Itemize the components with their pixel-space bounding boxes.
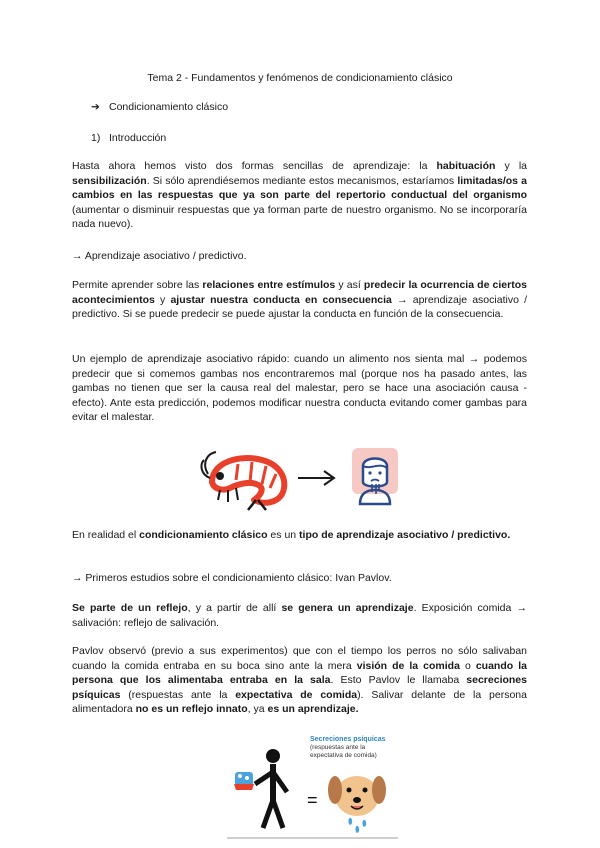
salivating-dog-icon xyxy=(328,776,386,833)
paragraph-example: Un ejemplo de aprendizaje asociativo rápido: cuando un alimento nos sienta mal → podemos predecir que si comemos gambas nos encontraremos mal (porque nos ha pasado antes, las gambas no tienen que ser la causa real del malestar, pero se hace una asociación causa - efecto). Ante esta predicción, podemos modificar nuestra conducta evitando comer gambas para evitar el malestar. xyxy=(72,353,527,424)
arrow-bullet-icon: ➔ xyxy=(91,101,100,113)
paragraph-intro: Hasta ahora hemos visto dos formas sencillas de aprendizaje: la habituación y la sensibilización. Si sólo aprendiésemos mediante estos mecanismos, estaríamos limitadas/os a cambios en las respuestas que ya son parte del repertorio conductual del organismo (aumentar o disminuir respuestas que ya forman parte de nuestro organismo. No se incorporaría nada nuevo). xyxy=(72,160,527,231)
paragraph-reflex: Se parte de un reflejo, y a partir de allí se genera un aprendizaje. Exposición comida → salivación: reflejo de salivación. xyxy=(72,602,527,629)
bullet-text: Condicionamiento clásico xyxy=(109,101,229,113)
arrow-right-icon xyxy=(298,471,334,485)
sick-person-icon xyxy=(352,448,398,504)
food-bowl-icon xyxy=(234,772,254,790)
paragraph-pavlov-observation: Pavlov observó (previo a sus experimentos) que con el tiempo los perros no sólo salivaban cuando la comida entraba en su boca sino ante la mera visión de la comida o cuando la persona que los alimentaba entraba en la sala. Esto Pavlov le llamaba secreciones psíquicas (respuestas ante la expectativa de comida). Salivar delante de la persona alimentadora no es un reflejo innato, ya es un aprendizaje. xyxy=(72,645,527,716)
paragraph-classical-conditioning: En realidad el condicionamiento clásico es un tipo de aprendizaje asociativo / predictivo. xyxy=(72,529,511,541)
section-text: Introducción xyxy=(109,132,167,144)
section-heading xyxy=(91,132,166,144)
note-pavlov: → Primeros estudios sobre el condicionamiento clásico: Ivan Pavlov. xyxy=(72,572,392,584)
caption-heading: Secreciones psíquicas xyxy=(310,736,386,743)
paragraph-relations: Permite aprender sobre las relaciones entre estímulos y así predecir la ocurrencia de ciertos acontecimientos y ajustar nuestra conducta en consecuencia → aprendizaje asociativo / predictivo. Si se puede predecir se puede ajustar la conducta en función de la consecuencia. xyxy=(72,279,527,321)
shrimp-icon xyxy=(202,452,285,510)
bullet-item xyxy=(91,101,228,113)
section-number: 1) xyxy=(91,132,101,144)
note-associative: → Aprendizaje asociativo / predictivo. xyxy=(72,250,247,262)
equals-sign: = xyxy=(307,790,318,810)
pavlov-dog-figure xyxy=(225,732,400,842)
shrimp-to-sick-figure xyxy=(200,444,405,514)
person-icon xyxy=(255,749,287,828)
caption-body: (respuestas ante la expectativa de comida) xyxy=(310,744,377,759)
page-title: Tema 2 - Fundamentos y fenómenos de condicionamiento clásico xyxy=(147,72,453,84)
